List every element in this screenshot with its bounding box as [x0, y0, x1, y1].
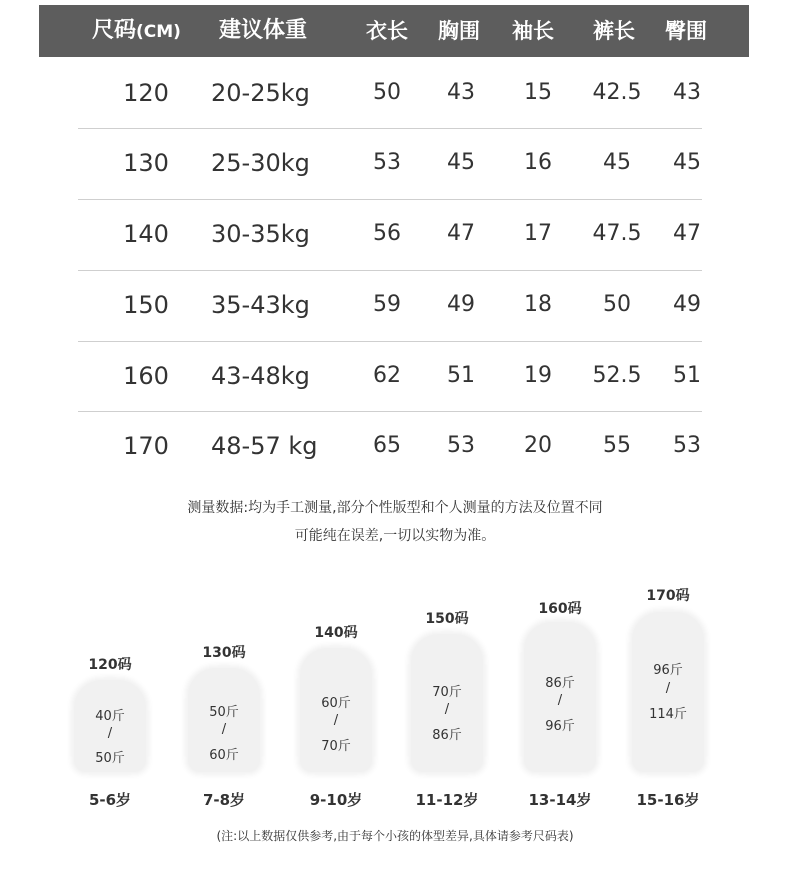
cell-hip: 47: [673, 221, 701, 246]
cell-chest: 45: [447, 150, 475, 175]
table-row: [78, 411, 702, 481]
cell-chest: 47: [447, 221, 475, 246]
cell-weight: 48-57 kg: [211, 432, 318, 460]
cell-chest: 53: [447, 433, 475, 458]
table-row: [78, 270, 702, 340]
header-sleeve: 袖长: [512, 19, 554, 43]
cell-weight: 35-43kg: [211, 291, 310, 319]
kid-weight-sep: /: [665, 681, 671, 696]
cell-sleeve: 18: [524, 292, 552, 317]
cell-sleeve: 16: [524, 150, 552, 175]
cell-size: 140: [123, 220, 169, 248]
cell-size: 130: [123, 149, 169, 177]
cell-hip: 45: [673, 150, 701, 175]
header-pants: 裤长: [593, 19, 635, 43]
cell-sleeve: 15: [524, 80, 552, 105]
kid-weight-sep: /: [107, 726, 113, 741]
kid-weight-min: 86斤: [545, 676, 575, 691]
cell-hip: 51: [673, 363, 701, 388]
cell-length: 62: [373, 363, 401, 388]
cell-pants: 42.5: [592, 80, 642, 105]
table-header: [39, 5, 749, 57]
kid-weight-max: 50斤: [95, 751, 125, 766]
cell-chest: 51: [447, 363, 475, 388]
cell-length: 50: [373, 80, 401, 105]
cell-length: 53: [373, 150, 401, 175]
measurement-note-line1: 测量数据:均为手工测量,部分个性版型和个人测量的方法及位置不同: [187, 500, 603, 516]
cell-size: 170: [123, 432, 169, 460]
kid-weight-min: 70斤: [432, 685, 462, 700]
kid-weight-max: 86斤: [432, 728, 462, 743]
header-weight: 建议体重: [219, 18, 308, 43]
cell-weight: 25-30kg: [211, 149, 310, 177]
cell-pants: 50: [603, 292, 631, 317]
kid-size-code: 170码: [646, 588, 690, 604]
cell-length: 59: [373, 292, 401, 317]
header-size-unit: (CM): [136, 22, 181, 42]
cell-size: 150: [123, 291, 169, 319]
kid-age: 11-12岁: [415, 791, 479, 809]
kid-age: 5-6岁: [88, 791, 132, 809]
header-length: 衣长: [366, 19, 408, 43]
cell-weight: 43-48kg: [211, 362, 310, 390]
cell-size: 160: [123, 362, 169, 390]
table-row: [78, 341, 702, 411]
cell-sleeve: 20: [524, 433, 552, 458]
kid-size-code: 160码: [538, 601, 582, 617]
kid-size-code: 150码: [425, 611, 469, 627]
kid-weight-max: 114斤: [649, 707, 687, 722]
kid-weight-min: 50斤: [209, 705, 239, 720]
header-chest: 胸围: [438, 19, 480, 43]
kid-size-code: 140码: [314, 625, 358, 641]
kid-weight-max: 60斤: [209, 748, 239, 763]
cell-weight: 20-25kg: [211, 79, 310, 107]
cell-hip: 49: [673, 292, 701, 317]
kid-weight-sep: /: [333, 713, 339, 728]
measurement-note-line2: 可能纯在误差,一切以实物为准。: [294, 528, 496, 544]
kid-weight-max: 96斤: [545, 719, 575, 734]
kid-weight-min: 40斤: [95, 709, 125, 724]
cell-size: 120: [123, 79, 169, 107]
cell-chest: 49: [447, 292, 475, 317]
kid-weight-sep: /: [221, 722, 227, 737]
cell-length: 65: [373, 433, 401, 458]
cell-pants: 55: [603, 433, 631, 458]
cell-pants: 45: [603, 150, 631, 175]
cell-sleeve: 17: [524, 221, 552, 246]
kid-weight-max: 70斤: [321, 739, 351, 754]
kid-weight-sep: /: [444, 702, 450, 717]
kid-age: 7-8岁: [202, 791, 246, 809]
cell-pants: 47.5: [592, 221, 642, 246]
table-row: [78, 58, 702, 128]
table-row: [78, 128, 702, 198]
kid-weight-min: 96斤: [653, 663, 683, 678]
table-row: [78, 199, 702, 269]
kid-age: 9-10岁: [309, 791, 363, 809]
cell-sleeve: 19: [524, 363, 552, 388]
cell-weight: 30-35kg: [211, 220, 310, 248]
kid-age: 15-16岁: [636, 791, 700, 809]
cell-hip: 53: [673, 433, 701, 458]
cell-hip: 43: [673, 80, 701, 105]
cell-pants: 52.5: [592, 363, 642, 388]
cell-chest: 43: [447, 80, 475, 105]
cell-length: 56: [373, 221, 401, 246]
kid-weight-min: 60斤: [321, 696, 351, 711]
kid-weight-sep: /: [557, 693, 563, 708]
kid-size-code: 120码: [88, 657, 132, 673]
header-size: 尺码(CM): [92, 18, 181, 43]
kid-size-code: 130码: [202, 645, 246, 661]
kid-age: 13-14岁: [528, 791, 592, 809]
footnote: (注:以上数据仅供参考,由于每个小孩的体型差异,具体请参考尺码表): [216, 829, 574, 843]
header-hip: 臀围: [665, 19, 707, 43]
